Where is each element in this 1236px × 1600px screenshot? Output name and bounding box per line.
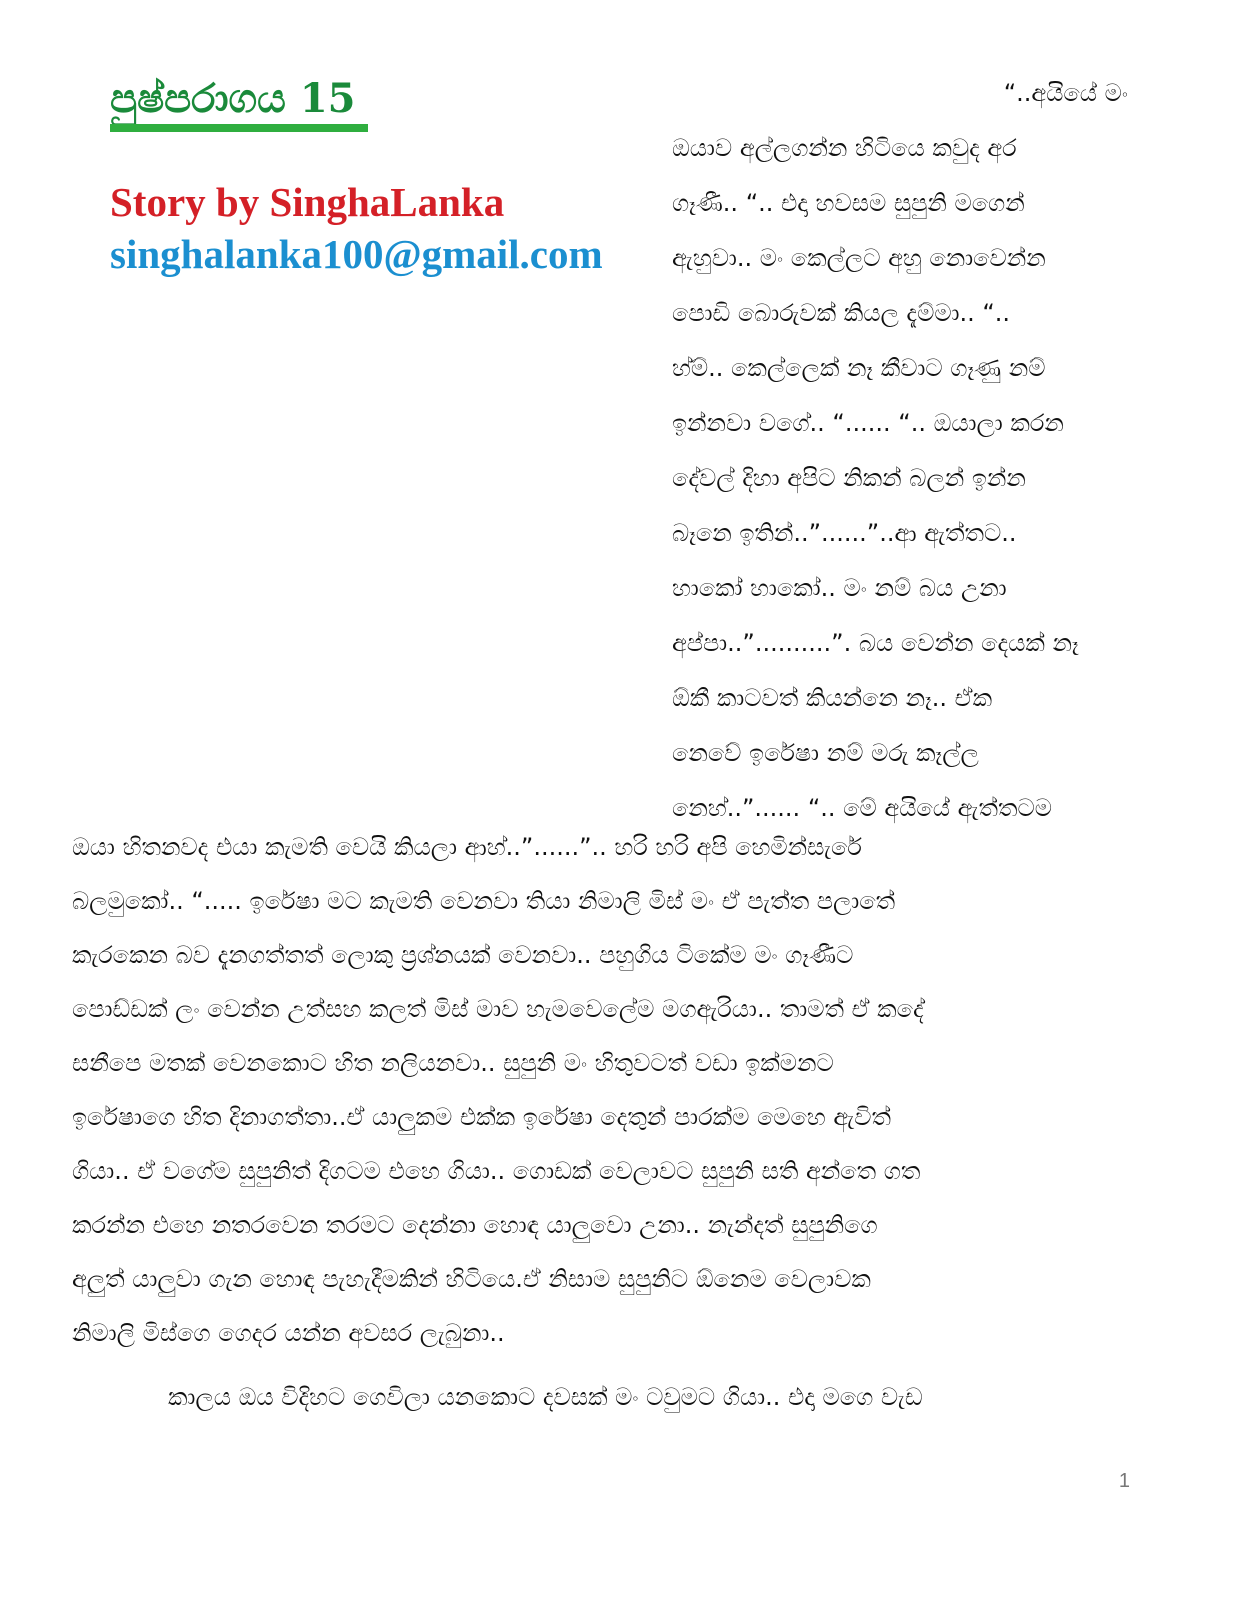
text-line: ගෑණී.. “.. එදා හවසම සුපුනි මගෙන්: [672, 189, 1025, 217]
text-line: අලුත් යාලුවා ගැන හොඳ පැහැදීමකින් හිටියෙ.ඒ නිසාම සුපුනිට ඕනෙම වෙලාවක: [72, 1265, 871, 1293]
text-line: නෙවේ ඉරේෂා නම් මරු කෑල්ල: [672, 739, 979, 767]
text-line: ගියා.. ඒ වගේම සුපුනිත් දිගටම එහෙ ගියා.. ගොඩක් වෙලාවට සුපුනි සති අන්තෙ ගත: [72, 1157, 921, 1185]
text-line: බලමුකෝ.. “..... ඉරේෂා මට කැමති වෙනවා තියා නිමාලි මිස් මං ඒ පැත්ත පලාතේ: [72, 887, 896, 915]
text-line: පොඩි බොරුවක් කියල දැම්මා.. “..: [672, 299, 1011, 327]
text-line: අප්පා..”..........”. බය වෙන්න දෙයක් නෑ: [672, 629, 1079, 657]
text-line: නිමාලි මිස්ගෙ ගෙදර යන්න අවසර ලැබුනා..: [72, 1319, 505, 1347]
text-line: ඉන්නවා වගේ.. “...... “.. ඔයාලා කරන: [672, 409, 1064, 437]
text-line: කරන්න එහෙ නතරවෙන තරමට දෙන්නා හොඳ යාලුවො උනා.. නැන්දත් සුපුනිගෙ: [72, 1211, 878, 1239]
story-title: පුෂ්පරාගය 15: [110, 75, 356, 122]
paragraph-start-line: කාලය ඔය විදිහට ගෙවිලා යනකොට දවසක් මං ටවුමට ගියා.. එදා මගෙ වැඩ: [168, 1383, 923, 1411]
text-line: නෙහ්..”...... “.. මේ අයියේ ඇත්තටම: [672, 794, 1052, 822]
text-line: ඇහුවා.. මං කෙල්ලට අහු නොවෙන්න: [672, 244, 1046, 272]
text-line: කැරකෙන බව දැනගත්තත් ලොකු ප්‍රශ්නයක් වෙනවා.. පහුගිය ටිකේම මං ගෑණීට: [72, 941, 854, 969]
text-line: හ්ම්.. කෙල්ලෙක් නෑ කීවාට ගෑණු නම්: [672, 354, 1046, 382]
text-line: ඉරේෂාගෙ හිත දිනාගත්තා..ඒ යාලුකම එක්ක ඉරේෂා දෙතුන් පාරක්ම මෙහෙ ඇවිත්: [72, 1103, 891, 1131]
text-line: “..අයියේ මං: [1003, 79, 1128, 107]
full-width-text: [72, 820, 1172, 1424]
page-number: 1: [1118, 1470, 1130, 1492]
right-column-text: [672, 66, 1162, 836]
text-line: හාකෝ හාකෝ.. මං නම් බය උනා: [672, 574, 1007, 602]
text-line: ඕකී කාටවත් කියන්නෙ නෑ.. ඒක: [672, 684, 993, 712]
text-line: බෑනෙ ඉතින්..”......”..ආ ඇත්තට..: [672, 519, 1017, 547]
text-line: ඔයාව අල්ලගන්න හිටියෙ කවුද අර: [672, 134, 1017, 162]
text-line: සනීපෙ මතක් වෙනකොට හිත නලියනවා.. සුපුනි මං හිතුවටත් වඩා ඉක්මනට: [72, 1049, 834, 1077]
author-email: singhalanka100@gmail.com: [110, 231, 603, 277]
title-underline: [110, 124, 368, 132]
text-line: පොඩ්ඩක් ලං වෙන්න උත්සහ කලත් මිස් මාව හැමවෙලේම මගඇරියා.. තාමත් ඒ කදේ: [72, 995, 924, 1023]
author-byline: Story by SinghaLanka: [110, 179, 505, 225]
text-line: ඔයා හිතනවද එයා කැමති වෙයි කියලා ආහ්..”......”.. හරි හරි අපි හෙමින්සැරේ: [72, 833, 862, 861]
text-line: දේවල් දිහා අපිට නිකන් බලන් ඉන්න: [672, 464, 1026, 492]
